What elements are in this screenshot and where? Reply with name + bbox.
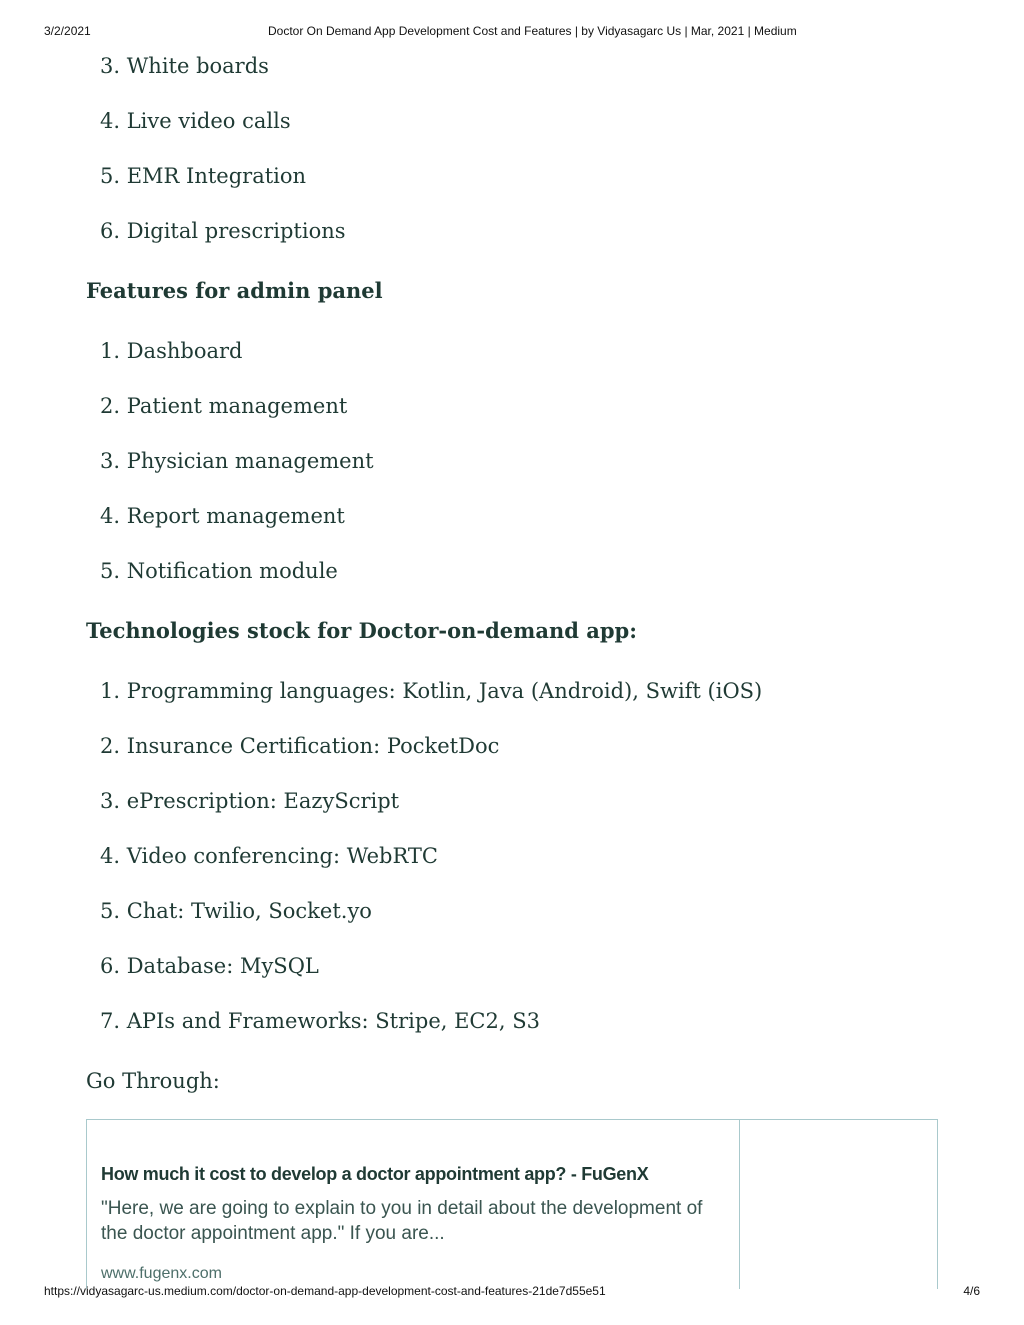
print-page-title: Doctor On Demand App Development Cost and Features | by Vidyasagarc Us | Mar, 2021 | Medium [268, 24, 797, 38]
print-header [0, 24, 1024, 40]
list-item: 4. Video conferencing: WebRTC [100, 844, 438, 868]
list-item: 4. Report management [100, 504, 345, 528]
link-card-description: "Here, we are going to explain to you in detail about the development of the doctor appointment app." If you are... [101, 1198, 703, 1244]
list-item: 1. Dashboard [100, 339, 243, 363]
print-date: 3/2/2021 [44, 24, 91, 38]
list-item: 3. White boards [100, 54, 269, 78]
link-card-site: www.fugenx.com [101, 1265, 222, 1282]
link-card-title[interactable]: How much it cost to develop a doctor appointment app? - FuGenX [101, 1164, 649, 1184]
list-item: 5. EMR Integration [100, 164, 307, 188]
print-footer [0, 1284, 1024, 1300]
print-url: https://vidyasagarc-us.medium.com/doctor-on-demand-app-development-cost-and-features-21de7d55e51 [44, 1284, 606, 1298]
go-through-label: Go Through: [86, 1069, 220, 1093]
list-item: 2. Patient management [100, 394, 348, 418]
section-heading-admin: Features for admin panel [86, 278, 383, 303]
list-item: 1. Programming languages: Kotlin, Java (Android), Swift (iOS) [100, 679, 763, 703]
list-item: 4. Live video calls [100, 109, 291, 133]
list-item: 3. Physician management [100, 449, 374, 473]
list-item: 6. Database: MySQL [100, 954, 319, 978]
list-item: 5. Chat: Twilio, Socket.yo [100, 899, 372, 923]
section-heading-tech: Technologies stock for Doctor-on-demand app: [86, 618, 637, 643]
link-card-thumbnail [739, 1120, 938, 1289]
list-item: 5. Notification module [100, 559, 338, 583]
list-item: 6. Digital prescriptions [100, 219, 346, 243]
page-number: 4/6 [963, 1284, 980, 1298]
list-item: 3. ePrescription: EazyScript [100, 789, 400, 813]
list-item: 7. APIs and Frameworks: Stripe, EC2, S3 [100, 1009, 540, 1033]
list-item: 2. Insurance Certification: PocketDoc [100, 734, 500, 758]
link-preview-card[interactable] [86, 1119, 938, 1289]
